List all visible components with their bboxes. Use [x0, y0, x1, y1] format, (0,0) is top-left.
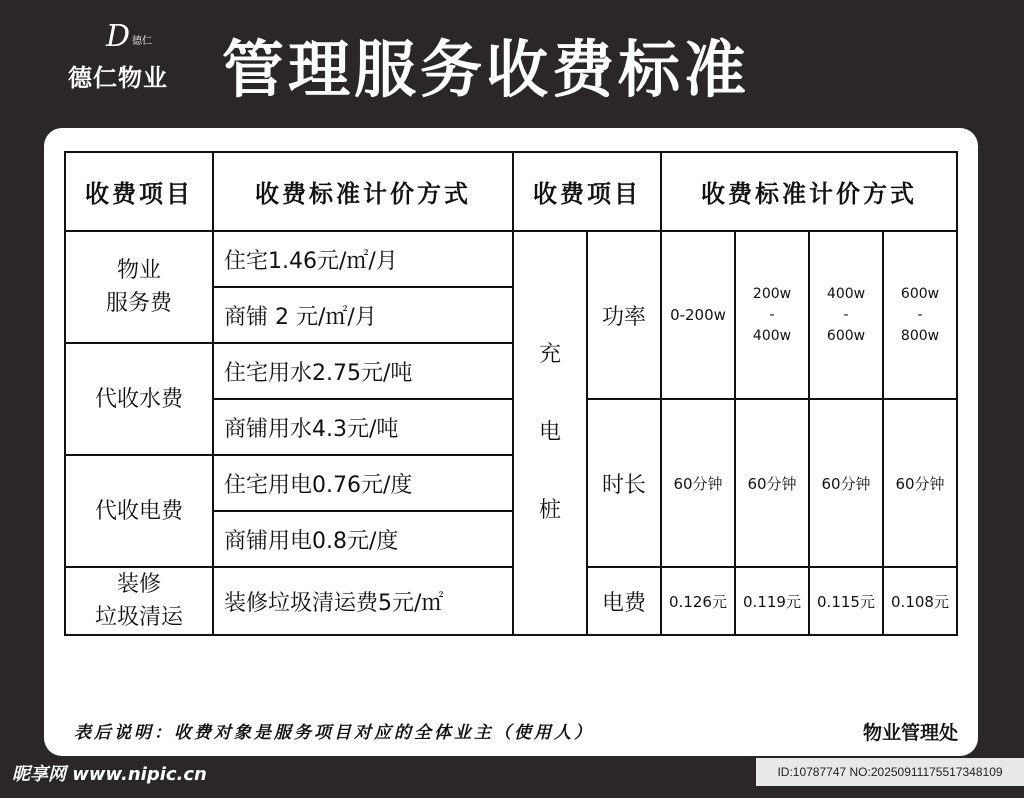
- fee-panel: [44, 128, 978, 756]
- charging-fee-4: 0.108元: [883, 567, 957, 635]
- fee-price-renovation: 装修垃圾清运费5元/㎡: [213, 567, 513, 635]
- charging-fee-3: 0.115元: [809, 567, 883, 635]
- fee-price-electricity-shop: 商铺用电0.8元/度: [213, 511, 513, 567]
- charging-power-3: 400w - 600w: [809, 231, 883, 399]
- fee-item-property: 物业 服务费: [65, 231, 213, 343]
- footer-office: 物业管理处: [862, 722, 958, 744]
- watermark-id: ID:10787747 NO:20250911175517348109: [756, 758, 1024, 786]
- fee-item-water: 代收水费: [65, 343, 213, 455]
- header-item-left: 收费项目: [65, 152, 213, 231]
- fee-price-property-residential: 住宅1.46元/㎡/月: [213, 231, 513, 287]
- header-item-right: 收费项目: [513, 152, 661, 231]
- header-method-left: 收费标准计价方式: [213, 152, 513, 231]
- charging-duration-3: 60分钟: [809, 399, 883, 567]
- charging-duration-label: 时长: [587, 399, 661, 567]
- charging-pile-label: 充 电 桩: [513, 231, 587, 635]
- charging-fee-2: 0.119元: [735, 567, 809, 635]
- header-method-right: 收费标准计价方式: [661, 152, 957, 231]
- brand-mark: D: [106, 19, 131, 54]
- page-title: 管理服务收费标准: [222, 33, 751, 106]
- brand-name: 德仁物业: [68, 63, 168, 92]
- footer-note: 表后说明：收费对象是服务项目对应的全体业主（使用人）: [74, 723, 594, 743]
- brand-mark-small: 德仁: [132, 36, 152, 47]
- charging-power-1: 0-200w: [661, 231, 735, 399]
- fee-price-water-shop: 商铺用水4.3元/吨: [213, 399, 513, 455]
- charging-power-label: 功率: [587, 231, 661, 399]
- brand-logo: [62, 19, 192, 92]
- fee-item-renovation: 装修 垃圾清运: [65, 567, 213, 635]
- fee-price-electricity-residential: 住宅用电0.76元/度: [213, 455, 513, 511]
- charging-fee-1: 0.126元: [661, 567, 735, 635]
- charging-duration-2: 60分钟: [735, 399, 809, 567]
- fee-table: [64, 151, 958, 636]
- fee-price-water-residential: 住宅用水2.75元/吨: [213, 343, 513, 399]
- fee-price-property-shop: 商铺 2 元/㎡/月: [213, 287, 513, 343]
- charging-duration-1: 60分钟: [661, 399, 735, 567]
- charging-fee-label: 电费: [587, 567, 661, 635]
- charging-duration-4: 60分钟: [883, 399, 957, 567]
- charging-power-4: 600w - 800w: [883, 231, 957, 399]
- fee-item-electricity: 代收电费: [65, 455, 213, 567]
- watermark-site: 昵享网 www.nipic.cn: [12, 764, 207, 785]
- charging-power-2: 200w - 400w: [735, 231, 809, 399]
